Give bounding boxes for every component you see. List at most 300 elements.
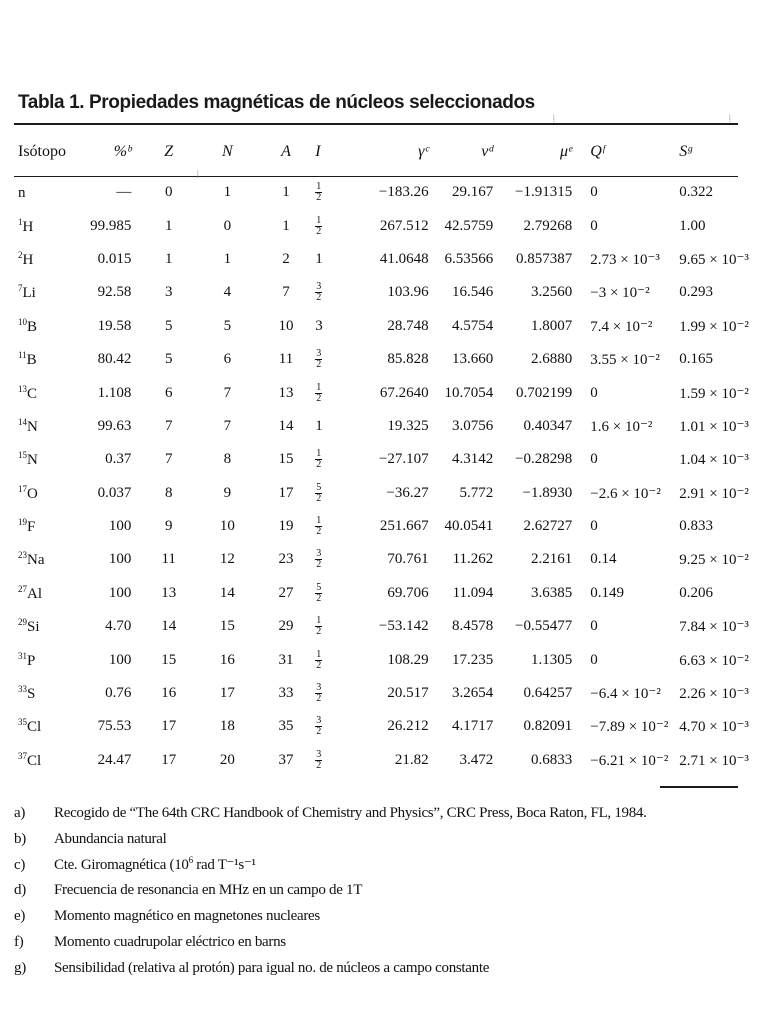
table-row <box>14 310 738 343</box>
cell-abundance: 92.58 <box>97 284 132 301</box>
cell-isotope <box>14 744 69 777</box>
header-a: A <box>281 143 291 160</box>
cell-n: 15 <box>219 618 235 635</box>
cell-frequency: 42.5759 <box>444 217 494 234</box>
table-row <box>14 276 738 309</box>
cell-z: 8 <box>164 484 173 501</box>
table-row <box>14 477 738 510</box>
cell-isotope <box>14 310 69 343</box>
cell-gamma: −53.142 <box>378 618 429 635</box>
cell-gamma: 21.82 <box>394 751 429 768</box>
cell-spin <box>315 610 355 643</box>
cell-a: 14 <box>278 417 294 434</box>
table-row <box>14 643 738 676</box>
cell-moment: 0.702199 <box>516 384 573 401</box>
cell-quadrupole: 0 <box>590 384 598 401</box>
cell-spin <box>315 510 355 543</box>
cell-abundance: 4.70 <box>105 618 132 635</box>
element-symbol: P <box>27 652 36 669</box>
spin-numerator: 1 <box>316 648 322 660</box>
cell-abundance: 75.53 <box>97 718 132 735</box>
header-z: Z <box>164 143 174 160</box>
header-isotope: Isótopo <box>18 143 66 160</box>
cell-gamma: 108.29 <box>387 651 429 668</box>
spin-denominator: 2 <box>316 592 322 604</box>
element-symbol: Al <box>27 585 42 602</box>
cell-gamma: 20.517 <box>387 685 429 702</box>
cell-a: 19 <box>278 518 294 535</box>
element-symbol: Cl <box>27 752 42 769</box>
cell-frequency: 4.5754 <box>452 317 494 334</box>
cell-spin <box>315 376 355 409</box>
element-symbol: O <box>27 485 38 502</box>
cell-sensitivity: 1.01 × 10⁻³ <box>679 418 749 435</box>
cell-n: 4 <box>223 284 232 301</box>
cell-abundance: 0.76 <box>105 685 132 702</box>
spin-fraction <box>315 216 322 237</box>
cell-moment: 0.40347 <box>523 417 573 434</box>
spin-denominator: 2 <box>316 292 322 304</box>
cell-z: 15 <box>161 651 177 668</box>
element-symbol: F <box>27 519 36 536</box>
cell-gamma: −36.27 <box>386 484 429 501</box>
element-symbol: N <box>27 418 38 435</box>
cell-isotope <box>14 543 69 576</box>
cell-z: 13 <box>161 584 177 601</box>
spin-numerator: 3 <box>316 281 322 293</box>
table-row <box>14 677 738 710</box>
spin-numerator: 3 <box>316 548 322 560</box>
spin-numerator: 1 <box>316 381 322 393</box>
table-row <box>14 510 738 543</box>
spin-denominator: 2 <box>316 659 322 671</box>
spin-numerator: 3 <box>316 348 322 360</box>
cell-spin <box>315 276 355 309</box>
element-symbol: H <box>22 218 34 235</box>
cell-quadrupole: −3 × 10⁻² <box>590 285 650 302</box>
cell-a: 29 <box>278 618 294 635</box>
cell-moment: 0.6833 <box>531 751 573 768</box>
cell-a: 35 <box>278 718 294 735</box>
cell-spin <box>315 543 355 576</box>
footnote-text: Recogido de “The 64th CRC Handbook of Chemistry and Physics”, CRC Press, Boca Raton, FL, 1984. <box>54 805 647 821</box>
table-row <box>14 744 738 777</box>
cell-a: 7 <box>282 284 290 301</box>
cell-moment: 2.2161 <box>531 551 573 568</box>
cell-a: 15 <box>278 451 294 468</box>
cell-frequency: 11.094 <box>452 584 494 601</box>
footnote-text: Momento cuadrupolar eléctrico en barns <box>54 933 286 950</box>
cell-a: 37 <box>278 751 294 768</box>
mass-number: 1 <box>18 216 23 227</box>
element-symbol: Cl <box>27 719 42 736</box>
mass-number: 15 <box>18 450 27 461</box>
cell-moment: −1.8930 <box>522 484 573 501</box>
footnote-key: d) <box>14 882 26 899</box>
spin-numerator: 1 <box>316 181 322 193</box>
spin-fraction <box>315 549 322 570</box>
cell-frequency: 13.660 <box>452 351 494 368</box>
cell-gamma: 19.325 <box>387 417 429 434</box>
cell-abundance: 24.47 <box>97 751 132 768</box>
cell-z: 14 <box>161 618 177 635</box>
footnote <box>14 873 647 899</box>
spin-numerator: 3 <box>316 748 322 760</box>
mass-number: 37 <box>18 750 27 761</box>
cell-a: 13 <box>278 384 294 401</box>
cell-z: 5 <box>164 351 173 368</box>
footnote-key: a) <box>14 805 26 821</box>
isotope-table <box>14 128 749 777</box>
footnote-text: Frecuencia de resonancia en MHz en un campo de 1T <box>54 882 363 899</box>
element-symbol: B <box>26 352 37 369</box>
cell-spin <box>315 710 355 743</box>
footnote-key: f) <box>14 933 24 950</box>
mass-number: 7 <box>18 283 23 294</box>
mass-number: 19 <box>18 517 27 528</box>
spin-numerator: 3 <box>316 682 322 694</box>
cell-z: 9 <box>164 518 173 535</box>
cell-gamma: 70.761 <box>387 551 429 568</box>
table-row <box>14 443 738 476</box>
cell-z: 1 <box>164 250 173 267</box>
cell-gamma: 103.96 <box>387 284 429 301</box>
spin-numerator: 3 <box>316 715 322 727</box>
spin-value: 1 <box>315 417 323 434</box>
cell-sensitivity: 1.04 × 10⁻³ <box>679 452 749 469</box>
cell-spin <box>315 744 355 777</box>
mass-number: 11 <box>18 350 27 361</box>
table-row <box>14 243 738 276</box>
cell-a: 17 <box>278 484 294 501</box>
mass-number: 33 <box>18 684 27 695</box>
scan-artifact: ⁞ <box>552 112 556 125</box>
cell-sensitivity: 1.99 × 10⁻² <box>679 318 749 335</box>
cell-z: 7 <box>164 451 173 468</box>
cell-isotope <box>14 677 69 710</box>
cell-z: 6 <box>164 384 173 401</box>
spin-denominator: 2 <box>316 225 322 237</box>
spin-numerator: 1 <box>316 448 322 460</box>
table-row <box>14 410 738 443</box>
footnote-key: e) <box>14 908 26 925</box>
footnote-superscript: 6 <box>188 854 193 865</box>
footnote-text: Abundancia natural <box>54 830 167 847</box>
cell-n: 8 <box>223 451 232 468</box>
header-s: Sᵍ <box>679 143 692 160</box>
table-row <box>14 543 738 576</box>
cell-frequency: 10.7054 <box>444 384 494 401</box>
header-nu: νᵈ <box>481 143 494 160</box>
spin-fraction <box>315 349 322 370</box>
footnote-text: Momento magnético en magnetones nucleares <box>54 908 320 925</box>
cell-quadrupole: 0 <box>590 217 598 234</box>
cell-n: 18 <box>219 718 235 735</box>
spin-fraction <box>315 650 322 671</box>
cell-z: 3 <box>164 284 173 301</box>
header-q: Qᶠ <box>590 143 605 160</box>
cell-moment: 0.64257 <box>523 685 573 702</box>
cell-z: 0 <box>164 184 173 201</box>
cell-moment: −0.28298 <box>515 451 573 468</box>
cell-z: 16 <box>161 685 177 702</box>
spin-numerator: 5 <box>316 581 322 593</box>
scan-artifact: ⁞ <box>728 112 732 125</box>
spin-fraction <box>315 750 322 771</box>
cell-a: 23 <box>278 551 294 568</box>
cell-gamma: 26.212 <box>387 718 429 735</box>
cell-quadrupole: −2.6 × 10⁻² <box>590 485 661 502</box>
spin-denominator: 2 <box>316 492 322 504</box>
cell-n: 6 <box>223 351 232 368</box>
scan-artifact: ⁞ <box>196 168 200 181</box>
cell-a: 11 <box>278 351 294 368</box>
cell-n: 1 <box>223 184 232 201</box>
cell-moment: 1.1305 <box>531 651 573 668</box>
table-body <box>14 176 749 777</box>
mass-number: 29 <box>18 617 27 628</box>
cell-quadrupole: 0 <box>590 184 598 201</box>
cell-abundance: 100 <box>108 651 132 668</box>
table-row <box>14 176 738 209</box>
cell-isotope <box>14 376 69 409</box>
spin-fraction <box>315 583 322 604</box>
header-i: I <box>315 143 321 160</box>
cell-gamma: 67.2640 <box>379 384 429 401</box>
cell-z: 11 <box>161 551 176 568</box>
cell-quadrupole: 0.14 <box>590 551 617 568</box>
footnote-key: g) <box>14 959 26 976</box>
cell-frequency: 11.262 <box>452 551 494 568</box>
cell-isotope <box>14 176 69 209</box>
cell-abundance: 100 <box>108 518 132 535</box>
cell-a: 10 <box>278 317 294 334</box>
cell-gamma: 28.748 <box>387 317 429 334</box>
cell-n: 1 <box>223 250 232 267</box>
spin-denominator: 2 <box>316 526 322 538</box>
cell-quadrupole: 0 <box>590 451 598 468</box>
cell-sensitivity: 6.63 × 10⁻² <box>679 652 749 669</box>
mass-number: 23 <box>18 550 27 561</box>
footnote <box>14 822 647 848</box>
table-row <box>14 710 738 743</box>
cell-spin <box>315 310 355 343</box>
mass-number: 14 <box>18 416 27 427</box>
cell-isotope <box>14 343 69 376</box>
cell-quadrupole: 0 <box>590 518 598 535</box>
cell-abundance: 0.015 <box>97 250 132 267</box>
table-row <box>14 376 738 409</box>
cell-quadrupole: 0 <box>590 618 598 635</box>
cell-abundance: 100 <box>108 551 132 568</box>
cell-isotope <box>14 276 69 309</box>
cell-sensitivity: 0.322 <box>679 184 713 201</box>
cell-a: 1 <box>282 184 290 201</box>
cell-isotope <box>14 410 69 443</box>
cell-sensitivity: 0.293 <box>679 284 713 301</box>
element-symbol: S <box>27 686 36 703</box>
cell-n: 7 <box>223 384 232 401</box>
spin-numerator: 1 <box>316 615 322 627</box>
mass-number: 27 <box>18 583 27 594</box>
cell-frequency: 17.235 <box>452 651 494 668</box>
cell-z: 1 <box>164 217 173 234</box>
spin-numerator: 1 <box>316 515 322 527</box>
element-symbol: n <box>18 185 26 202</box>
cell-n: 10 <box>219 518 235 535</box>
cell-isotope <box>14 477 69 510</box>
cell-n: 7 <box>223 417 232 434</box>
cell-a: 33 <box>278 685 294 702</box>
spin-fraction <box>315 516 322 537</box>
cell-spin <box>315 577 355 610</box>
cell-frequency: 3.0756 <box>452 417 494 434</box>
spin-fraction <box>315 683 322 704</box>
spin-fraction <box>315 282 322 303</box>
cell-n: 5 <box>223 317 232 334</box>
cell-n: 14 <box>219 584 235 601</box>
element-symbol: B <box>27 318 38 335</box>
element-symbol: H <box>22 251 34 268</box>
mass-number: 13 <box>18 383 27 394</box>
cell-spin <box>315 343 355 376</box>
header-row <box>14 128 738 176</box>
element-symbol: Si <box>27 619 40 636</box>
cell-frequency: 8.4578 <box>452 618 494 635</box>
cell-moment: 0.857387 <box>516 250 573 267</box>
cell-gamma: 267.512 <box>379 217 429 234</box>
cell-sensitivity: 0.206 <box>679 584 713 601</box>
cell-quadrupole: 3.55 × 10⁻² <box>590 352 660 369</box>
cell-quadrupole: 2.73 × 10⁻³ <box>590 251 660 268</box>
spin-denominator: 2 <box>316 359 322 371</box>
spin-denominator: 2 <box>316 192 322 204</box>
footnote <box>14 925 647 951</box>
mass-number: 10 <box>18 316 27 327</box>
table-row <box>14 610 738 643</box>
cell-frequency: 5.772 <box>459 484 494 501</box>
footnote <box>14 951 647 977</box>
cell-abundance: — <box>116 184 132 201</box>
cell-gamma: −27.107 <box>378 451 429 468</box>
footnote <box>14 848 647 874</box>
element-symbol: Na <box>27 552 45 569</box>
spin-denominator: 2 <box>316 559 322 571</box>
spin-fraction <box>315 383 322 404</box>
cell-isotope <box>14 510 69 543</box>
cell-quadrupole: 1.6 × 10⁻² <box>590 418 653 435</box>
cell-sensitivity: 1.00 <box>679 217 706 234</box>
cell-sensitivity: 1.59 × 10⁻² <box>679 385 749 402</box>
cell-spin <box>315 477 355 510</box>
cell-z: 7 <box>164 417 173 434</box>
spin-fraction <box>315 449 322 470</box>
spin-fraction <box>315 716 322 737</box>
cell-n: 0 <box>223 217 232 234</box>
spin-fraction <box>315 483 322 504</box>
cell-frequency: 3.2654 <box>452 685 494 702</box>
cell-quadrupole: −6.4 × 10⁻² <box>590 686 661 703</box>
cell-isotope <box>14 577 69 610</box>
cell-frequency: 4.1717 <box>452 718 494 735</box>
cell-gamma: 69.706 <box>387 584 429 601</box>
cell-abundance: 80.42 <box>97 351 132 368</box>
cell-abundance: 0.037 <box>97 484 132 501</box>
element-symbol: C <box>27 385 38 402</box>
table-title: Tabla 1. Propiedades magnéticas de núcleos seleccionados <box>18 92 535 113</box>
cell-sensitivity: 0.833 <box>679 518 713 535</box>
cell-n: 16 <box>219 651 235 668</box>
cell-sensitivity: 0.165 <box>679 351 713 368</box>
footnote <box>14 899 647 925</box>
footnote-text: Sensibilidad (relativa al protón) para igual no. de núcleos a campo constante <box>54 959 490 976</box>
header-gamma: γᶜ <box>418 143 429 160</box>
cell-moment: 1.8007 <box>531 317 573 334</box>
cell-sensitivity: 2.71 × 10⁻³ <box>679 752 749 769</box>
cell-abundance: 99.63 <box>97 417 132 434</box>
cell-z: 5 <box>164 317 173 334</box>
cell-sensitivity: 9.25 × 10⁻² <box>679 552 749 569</box>
cell-isotope <box>14 209 69 242</box>
cell-n: 12 <box>219 551 235 568</box>
spin-numerator: 5 <box>316 481 322 493</box>
cell-n: 20 <box>219 751 235 768</box>
cell-sensitivity: 4.70 × 10⁻³ <box>679 719 749 736</box>
cell-z: 17 <box>161 718 177 735</box>
spin-denominator: 2 <box>316 392 322 404</box>
cell-n: 9 <box>223 484 232 501</box>
table-row <box>14 577 738 610</box>
mass-number: 35 <box>18 717 27 728</box>
cell-frequency: 4.3142 <box>452 451 494 468</box>
cell-isotope <box>14 610 69 643</box>
table-header <box>14 128 738 176</box>
cell-a: 31 <box>278 651 294 668</box>
cell-spin <box>315 643 355 676</box>
cell-spin <box>315 677 355 710</box>
cell-a: 2 <box>282 250 290 267</box>
cell-spin <box>315 410 355 443</box>
cell-abundance: 100 <box>108 584 132 601</box>
cell-moment: 2.79268 <box>523 217 573 234</box>
footnote-text-tail: rad T⁻¹s⁻¹ <box>192 856 256 873</box>
cell-spin <box>315 209 355 242</box>
spin-denominator: 2 <box>316 726 322 738</box>
spin-fraction <box>315 182 322 203</box>
top-rule <box>14 123 738 125</box>
cell-spin <box>315 243 355 276</box>
cell-a: 1 <box>282 217 290 234</box>
header-n: N <box>222 143 233 160</box>
cell-gamma: −183.26 <box>378 184 429 201</box>
cell-frequency: 40.0541 <box>444 518 494 535</box>
element-symbol: N <box>27 452 38 469</box>
spin-value: 3 <box>315 317 323 334</box>
cell-quadrupole: 0.149 <box>590 584 624 601</box>
table-row <box>14 209 738 242</box>
spin-denominator: 2 <box>316 693 322 705</box>
cell-gamma: 41.0648 <box>379 250 429 267</box>
cell-abundance: 19.58 <box>97 317 132 334</box>
cell-quadrupole: 7.4 × 10⁻² <box>590 318 653 335</box>
cell-isotope <box>14 710 69 743</box>
cell-isotope <box>14 243 69 276</box>
cell-frequency: 29.167 <box>452 184 494 201</box>
spin-denominator: 2 <box>316 626 322 638</box>
cell-moment: −0.55477 <box>515 618 573 635</box>
footnote-key: c) <box>14 856 26 873</box>
cell-isotope <box>14 443 69 476</box>
